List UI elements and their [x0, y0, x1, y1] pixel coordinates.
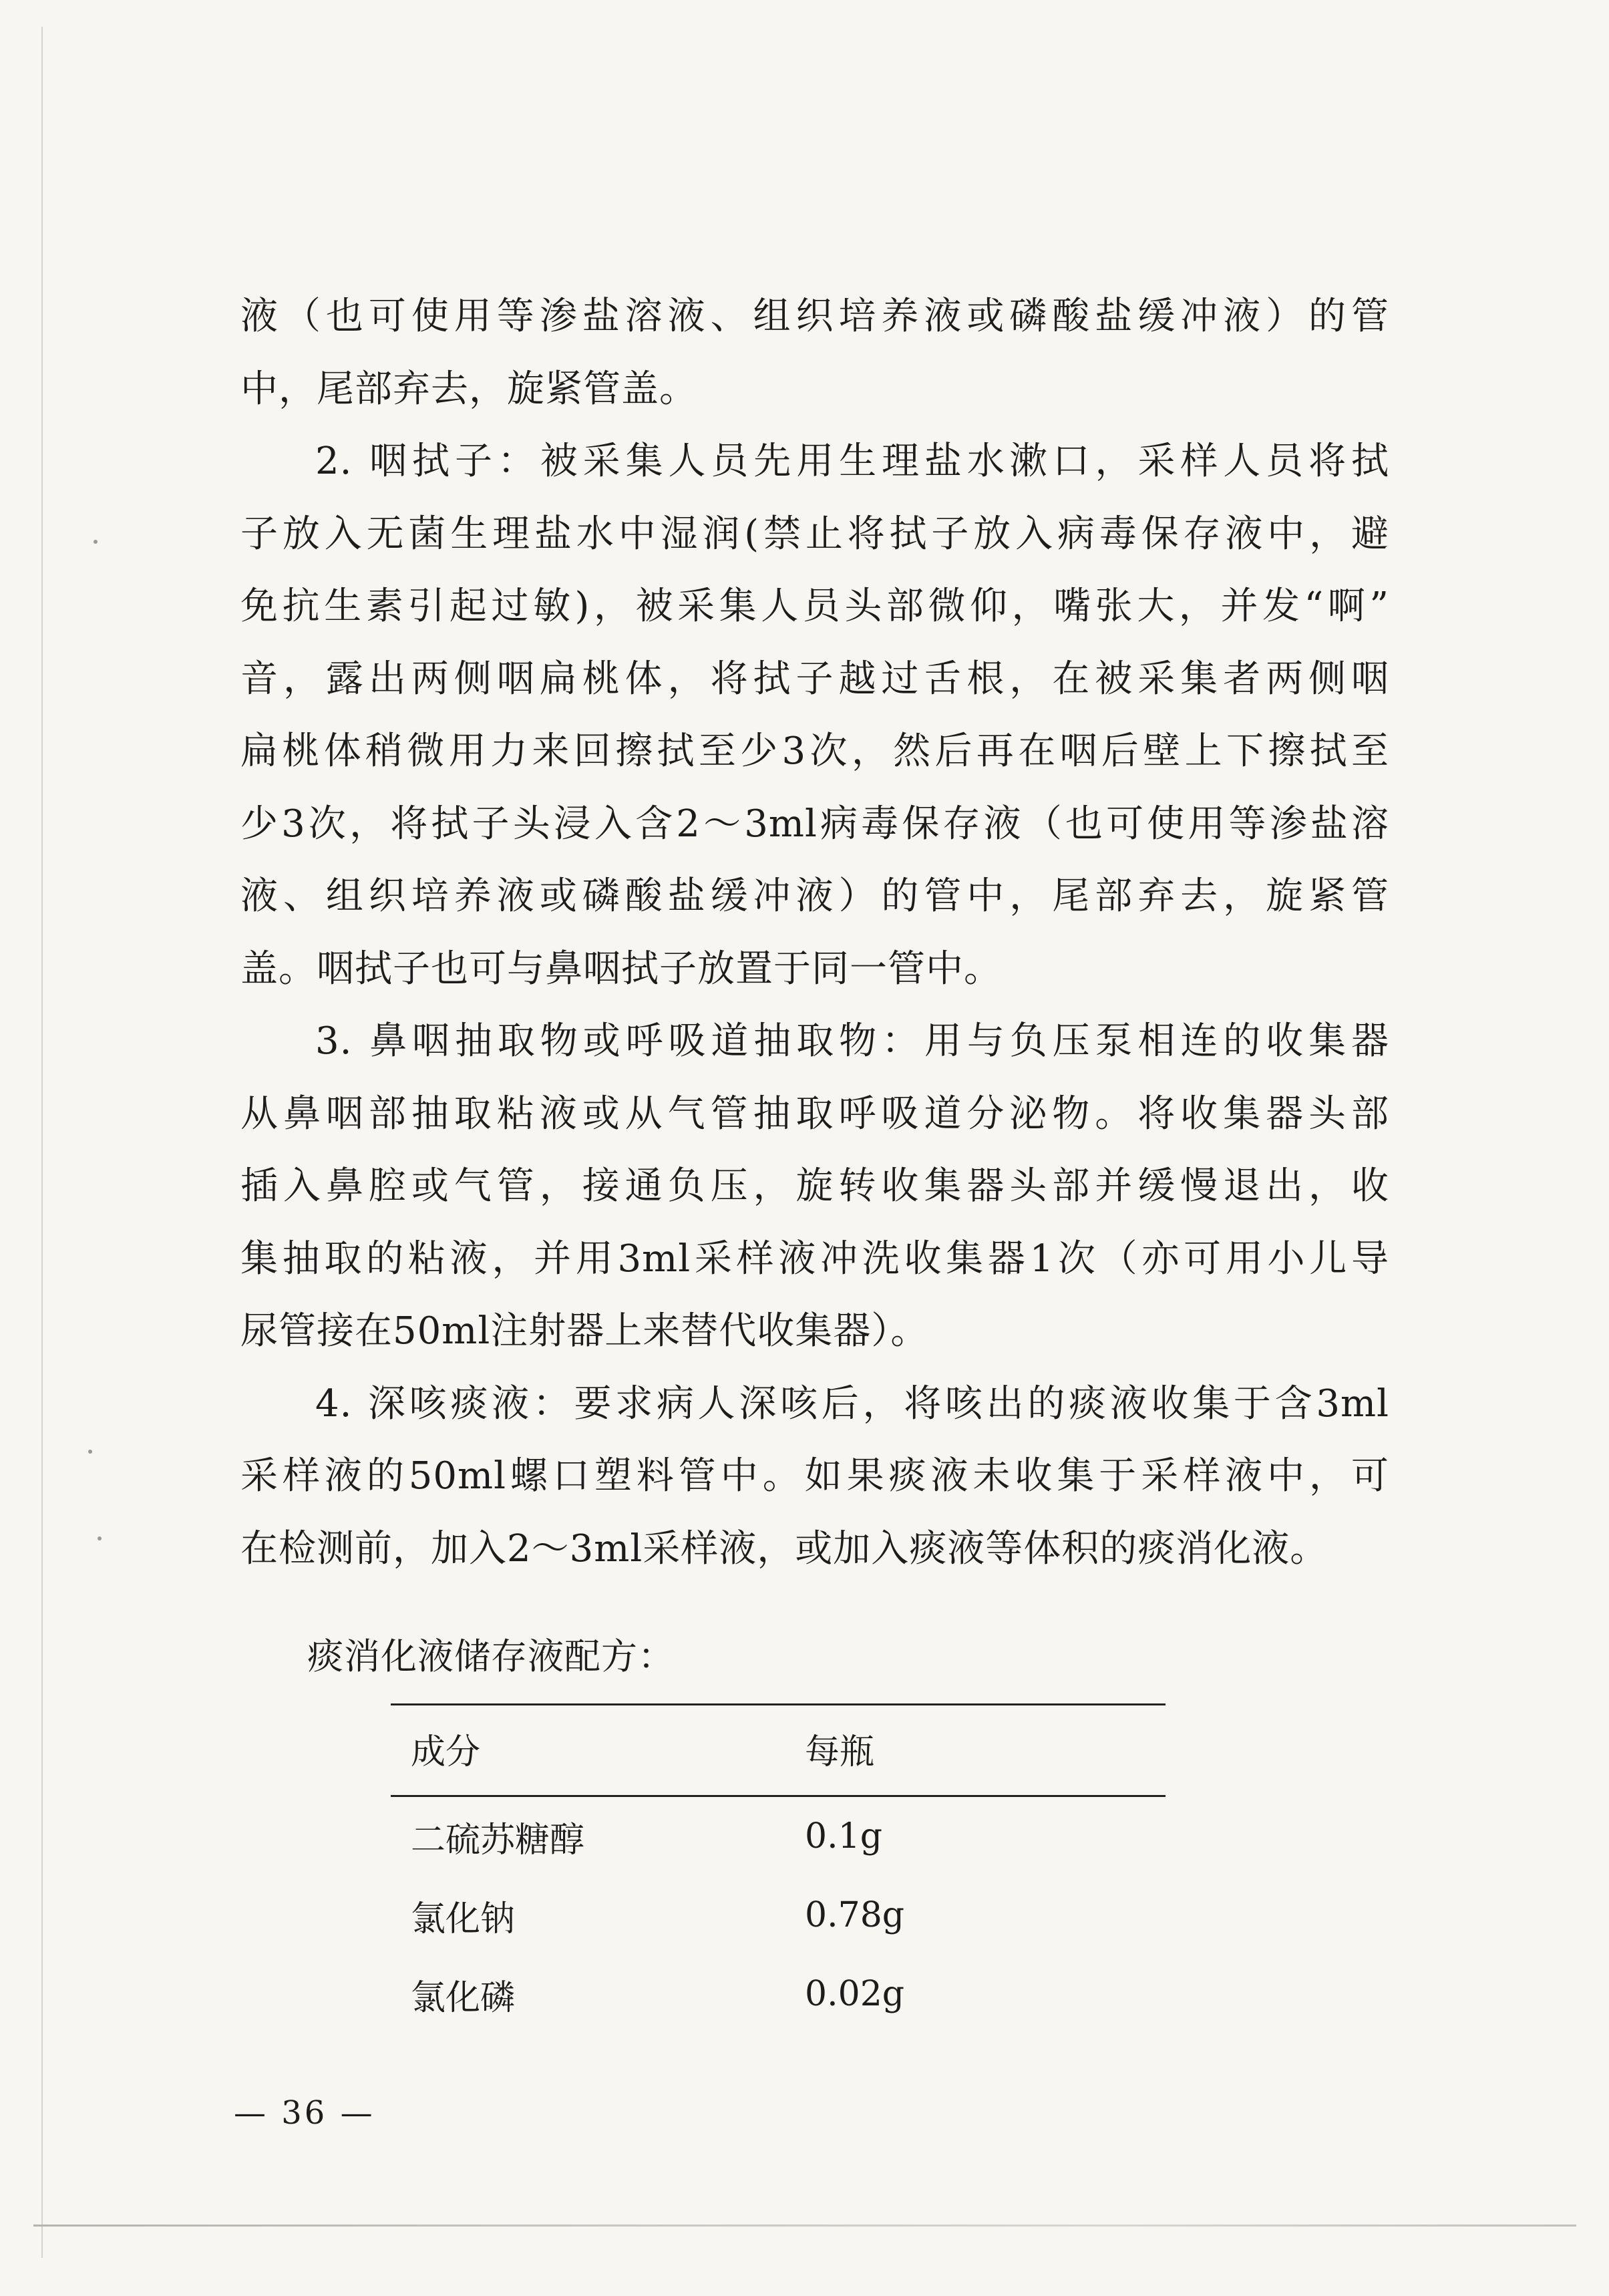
text-line: 采样液的50ml螺口塑料管中。如果痰液未收集于采样液中，可: [240, 1454, 1389, 1498]
scan-speck: [98, 1536, 102, 1540]
scan-speck: [94, 540, 98, 544]
table-row: [391, 1797, 1166, 1876]
text-line: 中，尾部弃去，旋紧管盖。: [240, 367, 697, 411]
scan-bottom-edge: [33, 2225, 1576, 2227]
formula-title: 痰消化液储存液配方：: [307, 1635, 675, 1677]
text-line: 在检测前，加入2～3ml采样液，或加入痰液等体积的痰消化液。: [240, 1526, 1328, 1571]
table-top-rule: [391, 1703, 1166, 1705]
text-line: 尿管接在50ml注射器上来替代收集器）。: [240, 1309, 929, 1353]
text-line: 免抗生素引起过敏)，被采集人员头部微仰，嘴张大，并发“啊”: [240, 585, 1389, 628]
text-line: 液（也可使用等渗盐溶液、组织培养液或磷酸盐缓冲液）的管: [240, 295, 1389, 338]
formula-table: [391, 1703, 1166, 2033]
text-line: 扁桃体稍微用力来回擦拭至少3次，然后再在咽后壁上下擦拭至: [240, 729, 1389, 773]
ingredient-name: 二硫苏糖醇: [411, 1820, 585, 1860]
column-header-ingredient: 成分: [411, 1732, 481, 1772]
ingredient-amount: 0.78g: [805, 1895, 905, 1935]
ingredient-amount: 0.02g: [805, 1974, 905, 2014]
ingredient-name: 氯化磷: [411, 1977, 516, 2018]
ingredient-name: 氯化钠: [411, 1899, 516, 1939]
scan-speck: [88, 1450, 92, 1454]
page-number: — 36 —: [234, 2094, 375, 2132]
text-line: 少3次，将拭子头浸入含2～3ml病毒保存液（也可使用等渗盐溶: [240, 802, 1389, 846]
table-header-row: [391, 1712, 1166, 1784]
table-row: [391, 1955, 1166, 2033]
text-line: 4. 深咳痰液：要求病人深咳后，将咳出的痰液收集于含3ml: [315, 1381, 1389, 1426]
scan-binding-line: [41, 27, 43, 2258]
text-line: 集抽取的粘液，并用3ml采样液冲洗收集器1次（亦可用小儿导: [240, 1237, 1389, 1281]
text-line: 插入鼻腔或气管，接通负压，旋转收集器头部并缓慢退出，收: [240, 1164, 1389, 1208]
body-text: [240, 281, 1389, 1585]
text-line: 2. 咽拭子：被采集人员先用生理盐水漱口，采样人员将拭: [315, 440, 1389, 483]
text-line: 3. 鼻咽抽取物或呼吸道抽取物：用与负压泵相连的收集器: [315, 1019, 1389, 1063]
text-line: 子放入无菌生理盐水中湿润(禁止将拭子放入病毒保存液中，避: [240, 512, 1389, 556]
text-line: 音，露出两侧咽扁桃体，将拭子越过舌根，在被采集者两侧咽: [240, 657, 1389, 701]
text-line: 盖。咽拭子也可与鼻咽拭子放置于同一管中。: [240, 947, 1002, 991]
ingredient-amount: 0.1g: [805, 1816, 882, 1856]
table-row: [391, 1876, 1166, 1955]
text-line: 液、组织培养液或磷酸盐缓冲液）的管中，尾部弃去，旋紧管: [240, 874, 1389, 918]
text-line: 从鼻咽部抽取粘液或从气管抽取呼吸道分泌物。将收集器头部: [240, 1092, 1389, 1136]
column-header-per-bottle: 每瓶: [805, 1732, 875, 1772]
